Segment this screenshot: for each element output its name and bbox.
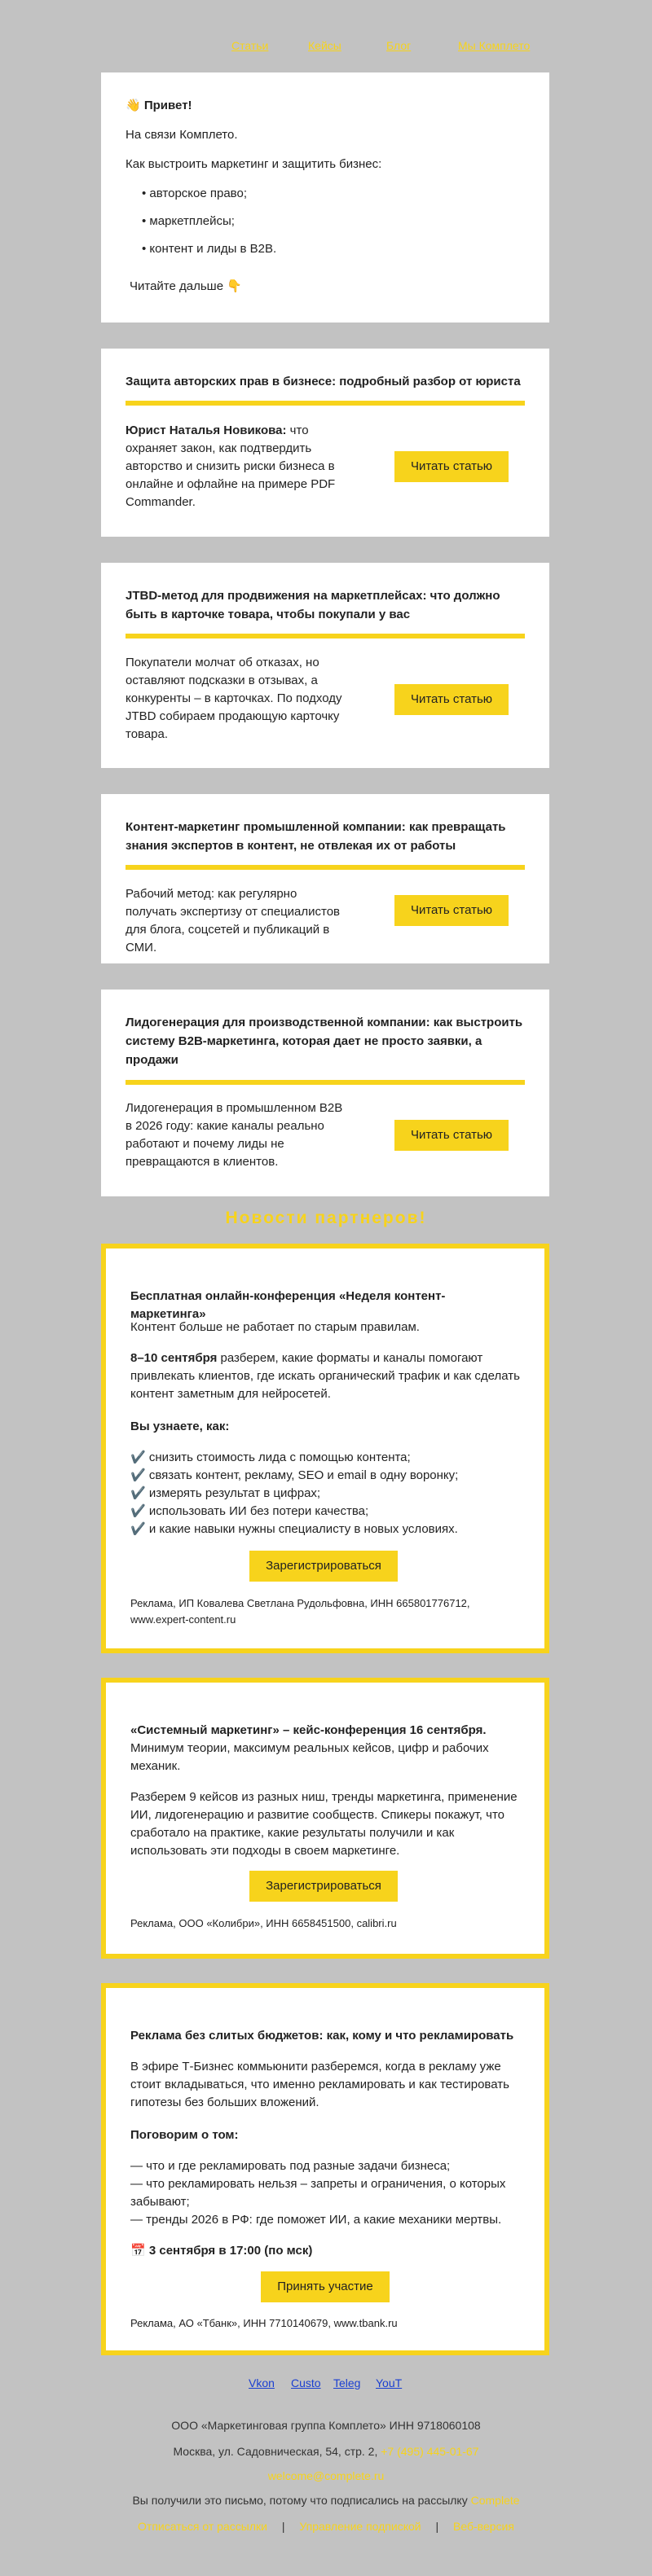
partner-title: Реклама без слитых бюджетов: как, кому и что рекламировать [130,2029,514,2043]
intro-line-1: На связи Комплето. [126,128,238,142]
article-desc: Лидогенерация в промышленном B2B в 2026 году: какие каналы реально работают и почему лиды не превращаются в клиентов. [126,1101,343,1169]
divider [126,1080,525,1085]
event-date: 📅 3 сентября в 17:00 (по мск) [130,2244,313,2258]
talk-heading: Поговорим о том: [130,2128,239,2142]
divider [126,634,525,639]
article-title[interactable]: Защита авторских прав в бизнесе: подробный разбор от юриста [126,375,521,388]
footer-phone[interactable]: +7 (495) 445-01-67 [381,2445,479,2458]
partner-card-3 [101,1983,549,2355]
talk-item: — тренды 2026 в РФ: где поможет ИИ, а какие механики мертвы. [130,2213,502,2227]
nav-link-about[interactable]: Мы Комплето [458,39,531,52]
partner-card-1 [101,1244,549,1653]
nav-link-blog[interactable]: Блог [386,39,412,52]
ad-link[interactable]: www.tbank.ru [333,2317,398,2329]
wave-icon: 👋 [126,99,141,112]
article-desc: Юрист Наталья Новикова: что охраняет закон, как подтвердить авторство и снизить риски бизнеса в онлайне и офлайне на примере PDF Commander. [126,423,336,509]
register-button[interactable]: Зарегистрироваться [249,1871,398,1902]
check-item: ✔️ измерять результат в цифрах; [130,1486,321,1500]
article-desc: Рабочий метод: как регулярно получать экспертизу от специалистов для блога, соцсетей и публикаций в СМИ. [126,887,341,954]
footer-reason: Вы получили это письмо, потому что подписались на рассылку Complete [132,2494,520,2507]
partner-card-2 [101,1678,549,1959]
read-more: Читайте дальше 👇 [130,279,242,293]
article-card-2 [101,563,549,768]
check-item: ✔️ связать контент, рекламу, SEO и email в одну воронку; [130,1468,459,1482]
footer-separator: | [435,2520,439,2533]
read-article-button[interactable]: Читать статью [394,684,509,715]
partner-text: Разберем 9 кейсов из разных ниш, тренды маркетинга, применение ИИ, лидогенерацию и развитие сообществ. Спикеры покажут, что сработало на практике, какие результаты получили и как использовать эти подходы в своем маркетинге. [130,1790,518,1858]
partner-text: В эфире Т-Бизнес коммьюнити разберемся, когда в рекламу уже стоит вкладываться, что именно рекламировать и как тестировать гипотезы без больших вложений. [130,2060,509,2109]
ad-disclaimer: Реклама, ООО «Колибри», ИНН 6658451500, calibri.ru [130,1917,397,1929]
footer-separator: | [281,2520,285,2533]
custom-social-icon[interactable]: Custo [291,2376,321,2389]
intro-card [101,72,549,323]
nav-link-cases[interactable]: Кейсы [308,39,341,52]
vkontakte-icon[interactable]: Vkon [249,2376,275,2389]
intro-line-2: Как выстроить маркетинг и защитить бизнес: [126,157,382,171]
check-item: ✔️ и какие навыки нужны специалисту в новых условиях. [130,1522,458,1536]
read-article-button[interactable]: Читать статью [394,451,509,482]
check-item: ✔️ использовать ИИ без потери качества; [130,1504,369,1518]
partner-title: «Системный маркетинг» – кейс-конференция 16 сентября. Минимум теории, максимум реальных кейсов, цифр и рабочих механик. [130,1723,489,1773]
bullet-2: • маркетплейсы; [142,214,235,228]
partner-text: 8–10 сентября разберем, какие форматы и каналы помогают привлекать клиентов, где искать органический трафик и как сделать контент заметным для нейросетей. [130,1351,520,1401]
top-nav [0,39,652,59]
nav-link-articles[interactable]: Статьи [231,39,269,52]
divider [126,865,525,870]
footer-reason-link[interactable]: Complete [470,2494,520,2507]
manage-subscription-link[interactable]: Управление подпиской [299,2520,421,2533]
participate-button[interactable]: Принять участие [261,2271,390,2302]
article-card-4 [101,990,549,1196]
article-title[interactable]: JTBD-метод для продвижения на маркетплейсах: что должно быть в карточке товара, чтобы покупали у вас [126,589,500,621]
read-article-button[interactable]: Читать статью [394,1120,509,1151]
learn-heading: Вы узнаете, как: [130,1420,230,1433]
greeting: 👋 Привет! [126,99,192,112]
read-article-button[interactable]: Читать статью [394,895,509,926]
footer-address: Москва, ул. Садовническая, 54, стр. 2, +7 (495) 445-01-67 [173,2445,479,2458]
telegram-icon[interactable]: Teleg [333,2376,361,2389]
check-item: ✔️ снизить стоимость лида с помощью контента; [130,1450,411,1464]
article-card-3 [101,794,549,963]
talk-item: — что рекламировать нельзя – запреты и ограничения, о которых забывают; [130,2177,506,2209]
partner-text: Контент больше не работает по старым правилам. [130,1320,420,1334]
article-card-1 [101,349,549,537]
ad-link[interactable]: www.expert-content.ru [130,1613,236,1626]
footer-links [0,2518,652,2534]
talk-item: — что и где рекламировать под разные задачи бизнеса; [130,2159,451,2173]
article-title[interactable]: Контент-маркетинг промышленной компании: как превращать знания экспертов в контент, не отвлекая их от работы [126,820,506,853]
partner-title: Бесплатная онлайн-конференция «Неделя контент-маркетинга» [130,1289,446,1321]
unsubscribe-link[interactable]: Отписаться от рассылки [138,2520,267,2533]
ad-link[interactable]: calibri.ru [356,1917,397,1929]
youtube-icon[interactable]: YouT [376,2376,403,2389]
footer-email-row [0,2468,652,2484]
article-title[interactable]: Лидогенерация для производственной компании: как выстроить систему B2B-маркетинга, которая дает не просто заявки, а продажи [126,1016,523,1067]
partners-heading: Новости партнеров! [225,1209,427,1227]
divider [126,401,525,406]
register-button[interactable]: Зарегистрироваться [249,1551,398,1582]
article-desc: Покупатели молчат об отказах, но оставляют подсказки в отзывах, а конкуренты – в карточках. По подходу JTBD собираем продающую карточку товара. [126,656,342,741]
footer-company: ООО «Маркетинговая группа Комплето» ИНН 9718060108 [171,2419,481,2432]
ad-disclaimer: Реклама, ИП Ковалева Светлана Рудольфовна, ИНН 665801776712, www.expert-content.ru [130,1597,470,1626]
ad-disclaimer: Реклама, АО «Тбанк», ИНН 7710140679, www.tbank.ru [130,2317,398,2329]
bullet-1: • авторское право; [142,187,247,200]
footer-email[interactable]: welcome@complete.ru [267,2469,385,2482]
bullet-3: • контент и лиды в B2B. [142,242,277,256]
web-version-link[interactable]: Веб-версия [453,2520,514,2533]
